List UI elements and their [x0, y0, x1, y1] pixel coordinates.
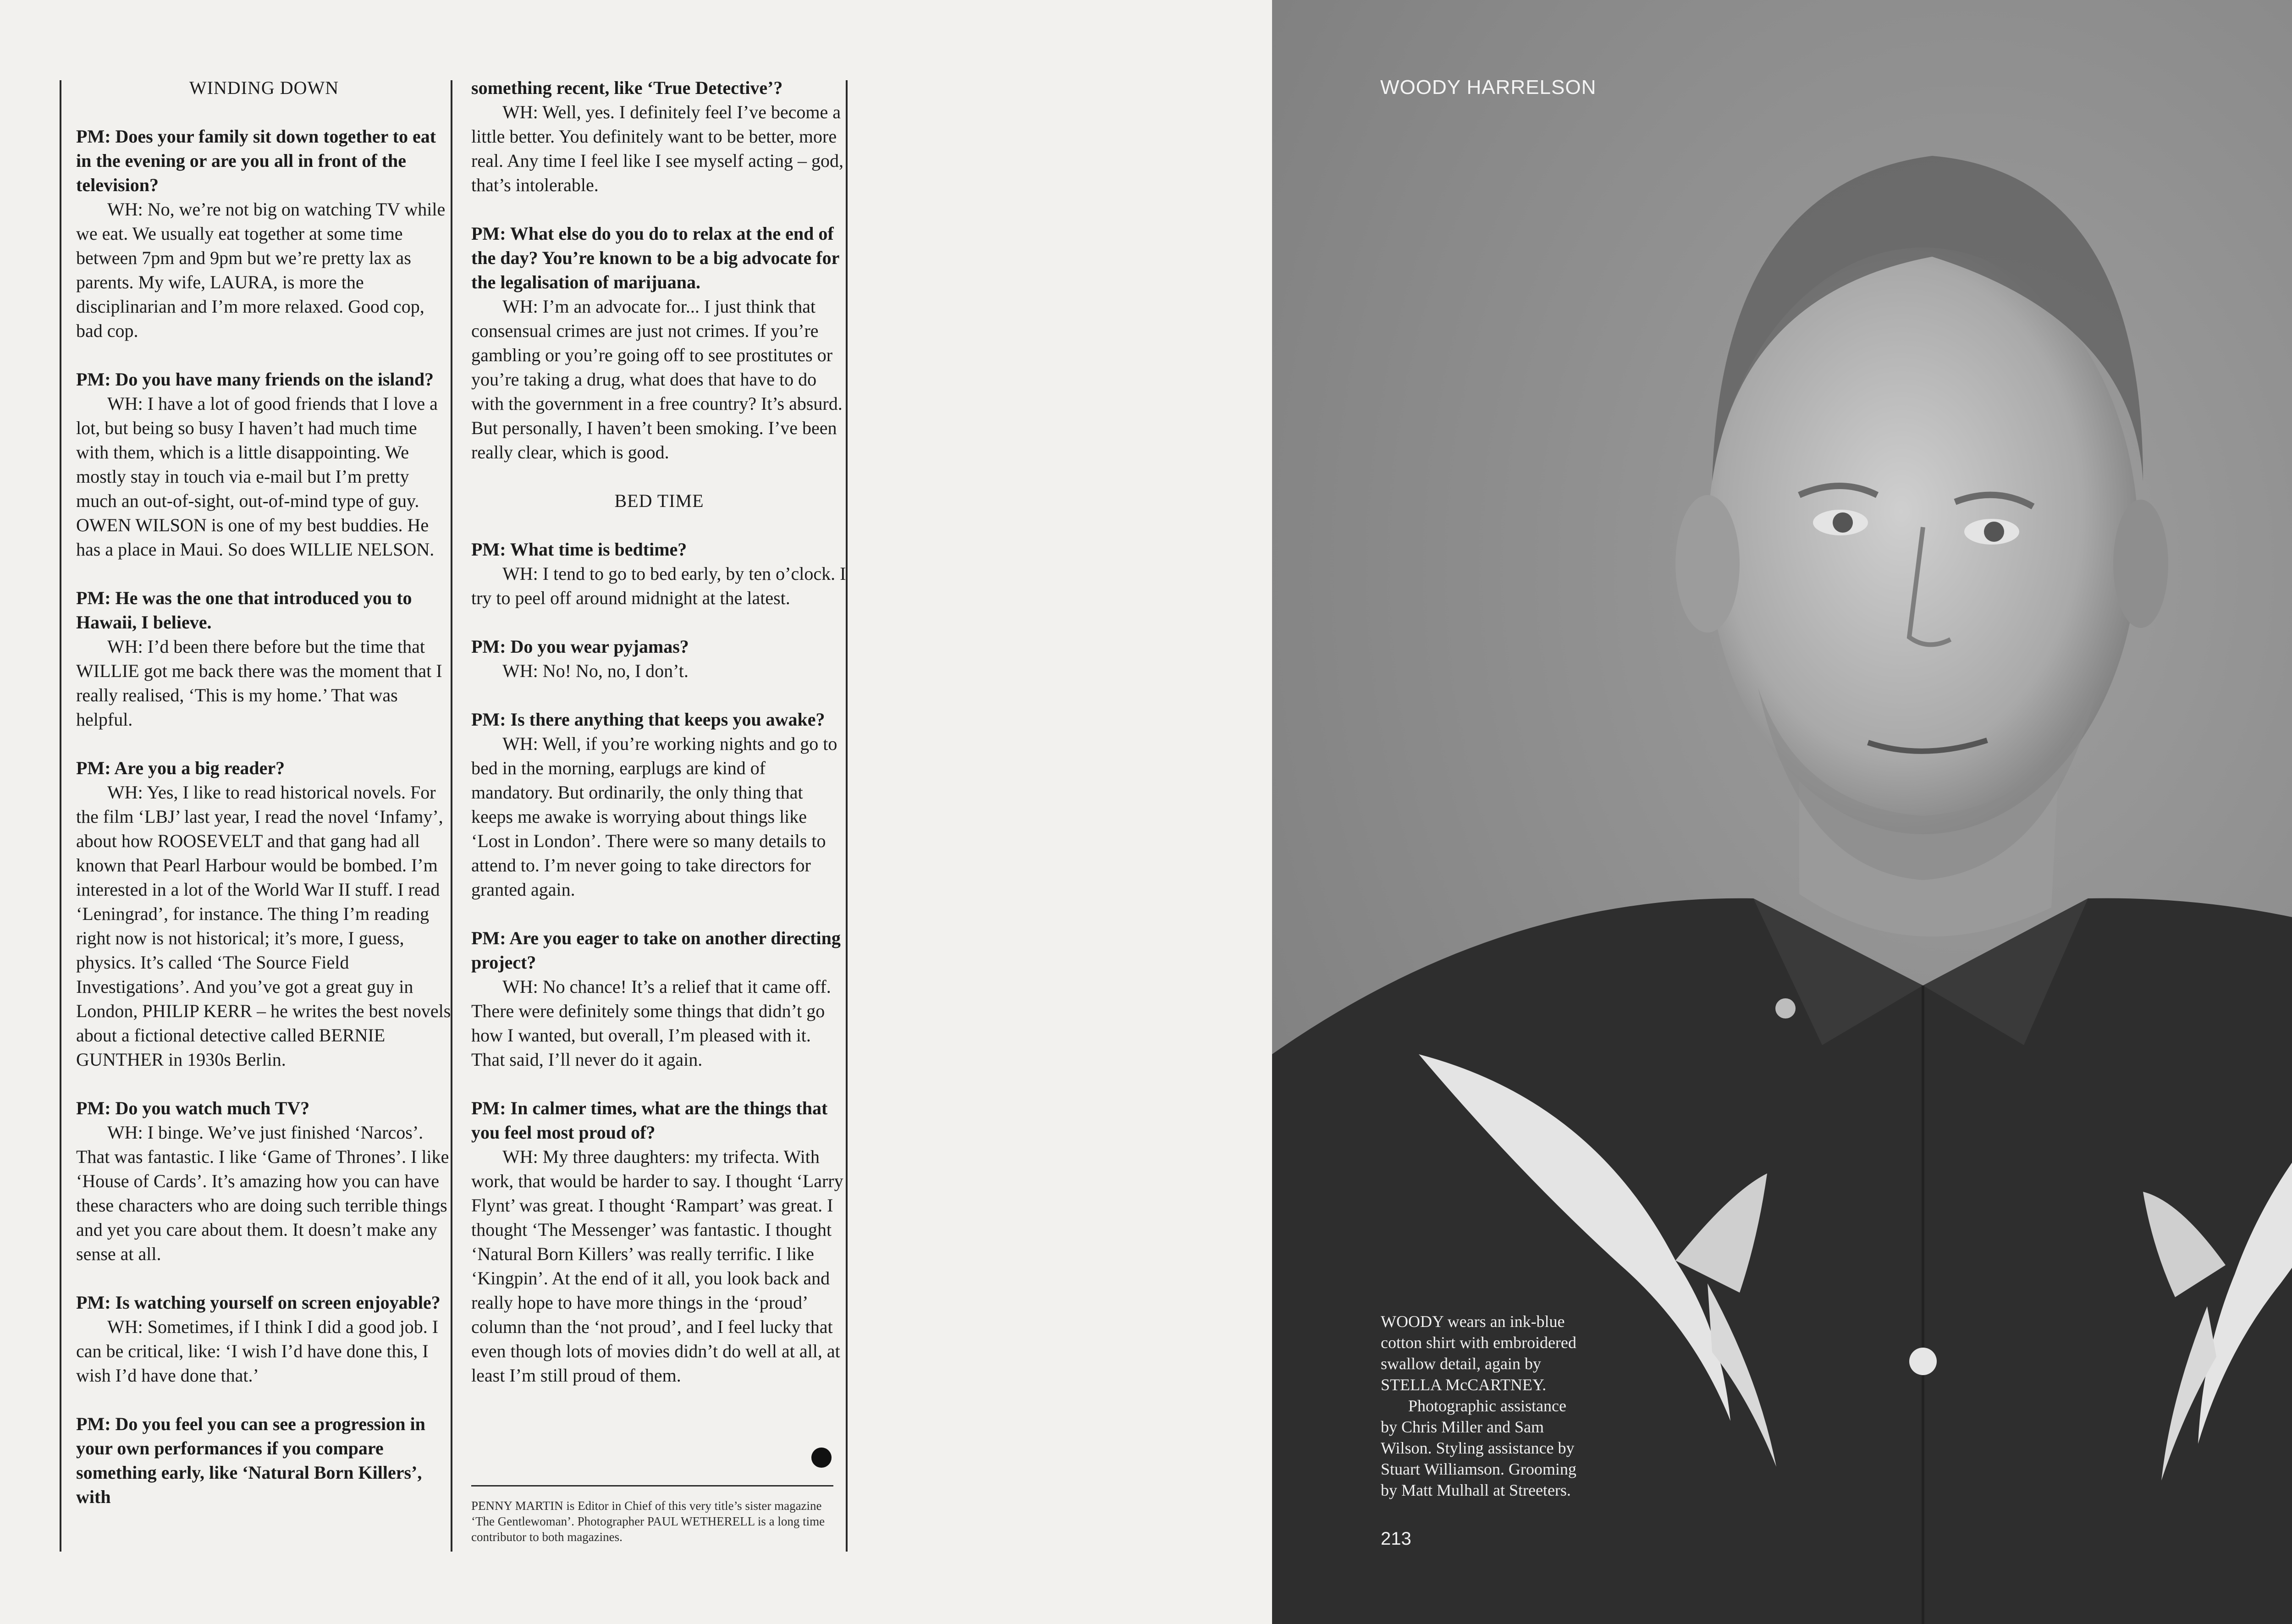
contributor-credit: PENNY MARTIN is Editor in Chief of this very title’s sister magazine ‘The Gentlewoman’. Photographer PAUL WETHERELL is a long time contributor to both magazines. [471, 1499, 825, 1544]
question: PM: What else do you do to relax at the end of the day? You’re known to be a big advocate for the legalisation of marijuana. [471, 223, 839, 292]
question: PM: Do you watch much TV? [76, 1098, 310, 1118]
qa-block [76, 1290, 452, 1387]
page-number: 213 [1381, 1529, 1411, 1549]
qa-block [76, 367, 452, 562]
credit-divider [471, 1485, 833, 1486]
question: PM: Is watching yourself on screen enjoyable? [76, 1292, 441, 1313]
answer: WH: I’m an advocate for... I just think that consensual crimes are just not crimes. If you’re gambling or you’re going off to see prostitutes or you’re taking a drug, what does that have to do with the government in a free country? It’s absurd. But personally, I haven’t been smoking. I’ve been really clear, which is good. [471, 296, 843, 462]
answer: WH: No chance! It’s a relief that it came off. There were definitely some things that didn’t go how I wanted, but overall, I’m pleased with it. That said, I’ll never do it again. [471, 976, 831, 1070]
article-column-1 [76, 76, 452, 1533]
qa-block [76, 1412, 452, 1509]
section-heading: BED TIME [614, 490, 704, 511]
qa-block [471, 707, 847, 902]
qa-block [471, 221, 847, 464]
qa-block [76, 586, 452, 732]
answer: WH: Well, if you’re working nights and go to bed in the morning, earplugs are kind of mandatory. But ordinarily, the only thing that keeps me awake is worrying about things like ‘Lost in London’. There were so many details to attend to. I’m never going to take directors for granted again. [471, 733, 837, 900]
caption-credits: Photographic assistance by Chris Miller and Sam Wilson. Styling assistance by Stuart Williamson. Grooming by Matt Mulhall at Streeters. [1381, 1397, 1576, 1499]
answer: WH: No! No, no, I don’t. [502, 661, 689, 681]
answer: WH: My three daughters: my trifecta. With work, that would be harder to say. I thought ‘Larry Flynt’ was great. I thought ‘Rampart’ was great. I thought ‘The Messenger’ was fantastic. I thought ‘Natural Born Killers’ was really terrific. I like ‘Kingpin’. At the end of it all, you look back and really hope to have more things in the ‘proud’ column than the ‘not proud’, and I feel lucky that even though lots of movies didn’t do well at all, at least I’m still proud of them. [471, 1146, 843, 1386]
end-mark-dot [811, 1448, 832, 1468]
answer: WH: I’d been there before but the time that WILLIE got me back there was the moment that I really realised, ‘This is my home.’ That was helpful. [76, 636, 442, 730]
qa-block [76, 756, 452, 1072]
question: PM: Is there anything that keeps you awake? [471, 709, 825, 730]
question: PM: Does your family sit down together to eat in the evening or are you all in front of the television? [76, 126, 436, 195]
qa-block [471, 1096, 847, 1387]
qa-block [471, 926, 847, 1072]
photo-caption [1381, 1311, 1578, 1501]
article-column-2 [471, 76, 847, 1412]
section-heading: WINDING DOWN [189, 77, 339, 98]
answer: WH: I tend to go to bed early, by ten o’clock. I try to peel off around midnight at the latest. [471, 563, 846, 608]
question: PM: Do you wear pyjamas? [471, 636, 689, 657]
running-head: WOODY HARRELSON [1380, 76, 1597, 99]
answer: WH: No, we’re not big on watching TV while we eat. We usually eat together at some time between 7pm and 9pm but we’re pretty lax as parents. My wife, LAURA, is more the disciplinarian and I’m more relaxed. Good cop, bad cop. [76, 199, 446, 341]
answer: WH: I have a lot of good friends that I love a lot, but being so busy I haven’t had much time with them, which is a little disappointing. We mostly stay in touch via e-mail but I’m pretty much an out-of-sight, out-of-mind type of guy. OWEN WILSON is one of my best buddies. He has a place in Maui. So does WILLIE NELSON. [76, 393, 438, 560]
question: PM: Are you a big reader? [76, 758, 285, 778]
qa-block [76, 1096, 452, 1266]
question: PM: He was the one that introduced you to Hawaii, I believe. [76, 588, 412, 633]
answer: WH: Sometimes, if I think I did a good job. I can be critical, like: ‘I wish I’d have done this, I wish I’d have done that.’ [76, 1316, 439, 1386]
question-continued: something recent, like ‘True Detective’? [471, 77, 783, 98]
qa-block [76, 124, 452, 343]
question: PM: What time is bedtime? [471, 539, 687, 560]
qa-block [471, 76, 847, 197]
question: PM: Do you feel you can see a progression in your own performances if you compare something early, like ‘Natural Born Killers’, with [76, 1414, 425, 1507]
answer: WH: Yes, I like to read historical novels. For the film ‘LBJ’ last year, I read the novel ‘Infamy’, about how ROOSEVELT and that gang had all known that Pearl Harbour would be bombed. I’m interested in a lot of the World War II stuff. I read ‘Leningrad’, for instance. The thing I’m reading right now is not historical; it’s more, I guess, physics. It’s called ‘The Source Field Investigations’. And you’ve got a great guy in London, PHILIP KERR – he writes the best novels about a fictional detective called BERNIE GUNTHER in 1930s Berlin. [76, 782, 451, 1070]
question: PM: Do you have many friends on the island? [76, 369, 434, 390]
answer: WH: I binge. We’ve just finished ‘Narcos’. That was fantastic. I like ‘Game of Thrones’. I like ‘House of Cards’. It’s amazing how you can have these characters who are doing such terrible things and yet you care about them. It doesn’t make any sense at all. [76, 1122, 449, 1264]
question: PM: In calmer times, what are the things that you feel most proud of? [471, 1098, 828, 1143]
qa-block [471, 537, 847, 610]
qa-block [471, 634, 847, 683]
question: PM: Are you eager to take on another directing project? [471, 928, 841, 973]
column-rule [60, 80, 61, 1552]
caption-wardrobe: WOODY wears an ink-blue cotton shirt with embroidered swallow detail, again by STELLA McCARTNEY. [1381, 1312, 1576, 1394]
right-page-photo [1272, 0, 2292, 1624]
answer: WH: Well, yes. I definitely feel I’ve become a little better. You definitely want to be better, more real. Any time I feel like I see myself acting – god, that’s intolerable. [471, 102, 843, 195]
